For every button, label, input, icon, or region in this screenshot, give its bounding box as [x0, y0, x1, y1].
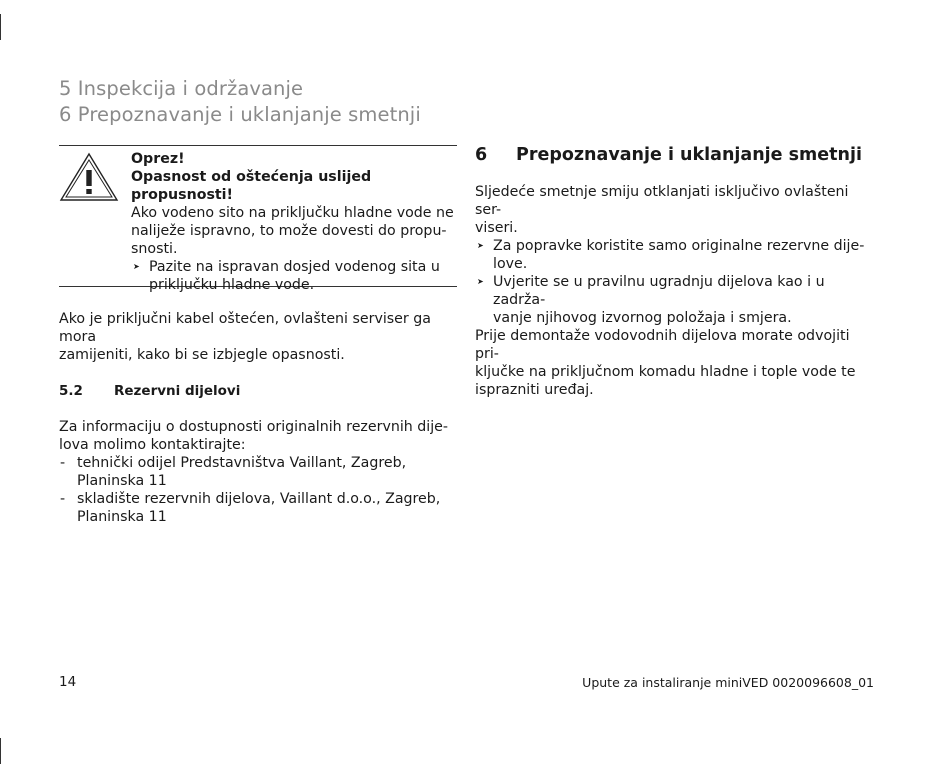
instruction-line: Za popravke koristite samo originalne rezervne dije-: [493, 238, 865, 254]
paragraph-line: lova molimo kontaktirajte:: [59, 437, 246, 453]
warning-title: Oprez!: [131, 151, 185, 167]
contact-list-item: [59, 490, 459, 526]
cable-paragraph: [59, 310, 464, 364]
section-number: 6: [475, 145, 488, 165]
instruction-item: [475, 273, 875, 327]
warning-subtitle: Opasnost od oštećenja uslijed propusnosti!: [131, 169, 372, 203]
dash-bullet: -: [60, 491, 66, 507]
contact-line: tehnički odijel Predstavništva Vaillant, Zagreb,: [77, 455, 407, 471]
instruction-line: love.: [493, 256, 528, 272]
paragraph-line: isprazniti uređaj.: [475, 382, 594, 398]
document-reference: Upute za instaliranje miniVED 0020096608_01: [582, 675, 874, 690]
instruction-line: Uvjerite se u pravilnu ugradnju dijelova kao i u zadrža-: [493, 274, 825, 308]
instruction-item: [475, 237, 875, 273]
paragraph-line: ključke na priključnom komadu hladne i tople vode te: [475, 364, 856, 380]
warning-line: Ako vodeno sito na priključku hladne vode ne: [131, 205, 454, 221]
troubleshooting-text: [475, 183, 875, 399]
paragraph-line: viseri.: [475, 220, 518, 236]
section-title: Prepoznavanje i uklanjanje smetnji: [516, 145, 862, 165]
warning-line: snosti.: [131, 241, 178, 257]
contact-line: Planinska 11: [77, 509, 167, 525]
running-head-line-2: 6 Prepoznavanje i uklanjanje smetnji: [59, 103, 421, 126]
section-heading-6: [475, 144, 862, 166]
contact-list-item: [59, 454, 459, 490]
warning-action-line: priključku hladne vode.: [149, 277, 315, 293]
warning-action-line: Pazite na ispravan dosjed vodenog sita u: [149, 259, 440, 275]
arrow-bullet-icon: ➤: [477, 277, 484, 286]
section-title: Rezervni dijelovi: [114, 383, 241, 399]
warning-action: [131, 258, 457, 294]
contact-line: Planinska 11: [77, 473, 167, 489]
page-number: 14: [59, 674, 77, 690]
paragraph-line: Prije demontaže vodovodnih dijelova morate odvojiti pri-: [475, 328, 850, 362]
crop-mark-bottom: [0, 738, 1, 764]
crop-mark-top: [0, 14, 1, 40]
instruction-line: vanje njihovog izvornog položaja i smjera.: [493, 310, 792, 326]
running-head-line-1: 5 Inspekcija i održavanje: [59, 77, 304, 100]
running-head: [59, 76, 421, 128]
contact-line: skladište rezervnih dijelova, Vaillant d.o.o., Zagreb,: [77, 491, 441, 507]
warning-triangle-icon: [59, 152, 119, 202]
paragraph-line: Za informaciju o dostupnosti originalnih rezervnih dije-: [59, 419, 449, 435]
paragraph-line: Sljedeće smetnje smiju otklanjati isključivo ovlašteni ser-: [475, 184, 849, 218]
left-column: [59, 145, 457, 293]
section-heading-5-2: [59, 382, 240, 400]
paragraph-line: zamijeniti, kako bi se izbjegle opasnosti.: [59, 347, 345, 363]
warning-line: naliježe ispravno, to može dovesti do propu-: [131, 223, 447, 239]
warning-text: [131, 150, 457, 294]
spare-parts-paragraph: [59, 418, 459, 526]
paragraph-line: Ako je priključni kabel oštećen, ovlašteni serviser ga mora: [59, 311, 431, 345]
dash-bullet: -: [60, 455, 66, 471]
section-number: 5.2: [59, 383, 83, 399]
arrow-bullet-icon: ➤: [133, 262, 140, 271]
arrow-bullet-icon: ➤: [477, 241, 484, 250]
warning-box: [59, 145, 457, 293]
